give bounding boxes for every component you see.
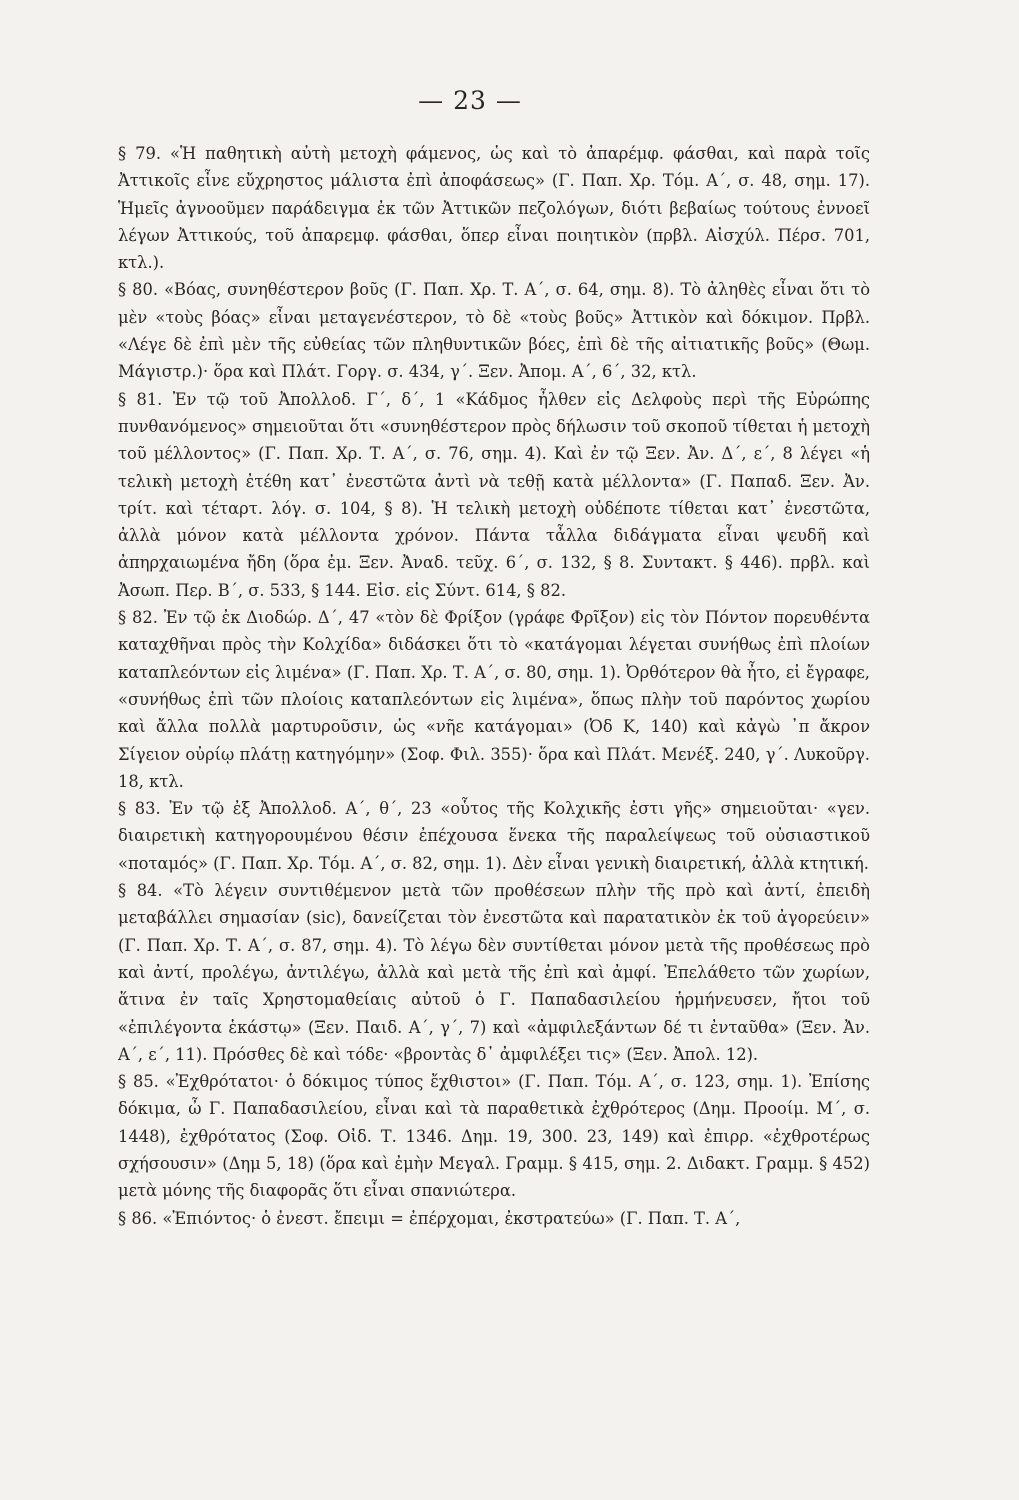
paragraph-81: § 81. Ἐν τῷ τοῦ Ἀπολλοδ. Γ΄, δ΄, 1 «Κάδμος ἦλθεν εἰς Δελφοὺς περὶ τῆς Εὐρώπης πυνθανόμενος» σημειοῦται ὅτι «συνηθέστερον πρὸς δήλωσιν τοῦ σκοποῦ τίθεται ἡ μετοχὴ τοῦ μέλλοντος» (Γ. Παπ. Χρ. Τ. Α΄, σ. 76, σημ. 4). Καὶ ἐν τῷ Ξεν. Ἀν. Δ΄, ε΄, 8 λέγει «ἡ τελικὴ μετοχὴ ἐτέθη κατ᾽ ἐνεστῶτα ἀντὶ νὰ τεθῇ κατὰ μέλλοντα» (Γ. Παπαδ. Ξεν. Ἀν. τρίτ. καὶ τέταρτ. λόγ. σ. 104, § 8). Ἡ τελικὴ μετοχὴ οὐδέποτε τίθεται κατ᾽ ἐνεστῶτα, ἀλλὰ μόνον κατὰ μέλλοντα χρόνον. Πάντα τἆλλα διδάγματα εἶναι ψευδῆ καὶ ἀπηρχαιωμένα ἤδη (ὅρα ἐμ. Ξεν. Ἀναδ. τεῦχ. 6΄, σ. 132, § 8. Συντακτ. § 446). πρβλ. καὶ Ἀσωπ. Περ. Β΄, σ. 533, § 144. Εἰσ. εἰς Σύντ. 614, § 82. bbox=[118, 389, 870, 600]
paragraph-80: § 80. «Βόας, συνηθέστερον βοῦς (Γ. Παπ. Χρ. Τ. Α΄, σ. 64, σημ. 8). Τὸ ἀληθὲς εἶναι ὅτι τὸ μὲν «τοὺς βόας» εἶναι μεταγενέστερον, τὸ δὲ «τοὺς βοῦς» Ἀττικὸν καὶ δόκιμον. Πρβλ. «Λέγε δὲ ἐπὶ μὲν τῆς εὐθείας τῶν πληθυντικῶν βόες, ἐπὶ δὲ τῆς αἰτιατικῆς βοῦς» (Θωμ. Μάγιστρ.)· ὅρα καὶ Πλάτ. Γοργ. σ. 434, γ΄. Ξεν. Ἀπομ. Α΄, 6΄, 32, κτλ. bbox=[118, 280, 870, 382]
paragraph-83: § 83. Ἐν τῷ ἐξ Ἀπολλοδ. Α΄, θ΄, 23 «οὗτος τῆς Κολχικῆς ἐστι γῆς» σημειοῦται· «γεν. διαιρετικὴ κατηγορουμένου θέσιν ἐπέχουσα ἕνεκα τῆς παραλείψεως τοῦ οὐσιαστικοῦ «ποταμός» (Γ. Παπ. Χρ. Τόμ. Α΄, σ. 82, σημ. 1). Δὲν εἶναι γενικὴ διαιρετική, ἀλλὰ κτητική. bbox=[118, 799, 870, 873]
page-number: — 23 — bbox=[418, 86, 522, 115]
body-text bbox=[118, 140, 870, 1232]
paragraph-79: § 79. «Ἡ παθητικὴ αὐτὴ μετοχὴ φάμενος, ὡς καὶ τὸ ἀπαρέμφ. φάσθαι, καὶ παρὰ τοῖς Ἀττικοῖς εἶνε εὔχρηστος μάλιστα ἐπὶ ἀποφάσεως» (Γ. Παπ. Χρ. Τόμ. Α΄, σ. 48, σημ. 17). Ἡμεῖς ἀγνοοῦμεν παράδειγμα ἐκ τῶν Ἀττικῶν πεζολόγων, διότι βεβαίως τούτους ἐννοεῖ λέγων Ἀττικούς, τοῦ ἀπαρεμφ. φάσθαι, ὅπερ εἶναι ποιητικὸν (πρβλ. Αἰσχύλ. Πέρσ. 701, κτλ.). bbox=[118, 144, 870, 273]
paragraph-82: § 82. Ἐν τῷ ἐκ Διοδώρ. Δ΄, 47 «τὸν δὲ Φρίξον (γράφε Φρῖξον) εἰς τὸν Πόντον πορευθέντα καταχθῆναι πρὸς τὴν Κολχίδα» διδάσκει ὅτι τὸ «κατάγομαι λέγεται συνήθως ἐπὶ πλοίων καταπλεόντων εἰς λιμένα» (Γ. Παπ. Χρ. Τ. Α΄, σ. 80, σημ. 1). Ὀρθότερον θὰ ἦτο, εἰ ἔγραφε, «συνήθως ἐπὶ τῶν πλοίοις καταπλεόντων εἰς λιμένα», ὅπως πλὴν τοῦ παρόντος χωρίου καὶ ἄλλα πολλὰ μαρτυροῦσιν, ὡς «νῆε κατάγομαι» (Ὀδ Κ, 140) καὶ κἀγὼ ᾽π ἄκρον Σίγειον οὐρίῳ πλάτῃ κατηγόμην» (Σοφ. Φιλ. 355)· ὅρα καὶ Πλάτ. Μενέξ. 240, γ΄. Λυκοῦργ. 18, κτλ. bbox=[118, 608, 870, 791]
paragraph-86: § 86. «Ἐπιόντος· ὁ ἐνεστ. ἔπειμι = ἐπέρχομαι, ἐκστρατεύω» (Γ. Παπ. Τ. Α΄, bbox=[118, 1208, 741, 1228]
paragraph-84: § 84. «Τὸ λέγειν συντιθέμενον μετὰ τῶν προθέσεων πλὴν τῆς πρὸ καὶ ἀντί, ἐπειδὴ μεταβάλλει σημασίαν (sic), δανείζεται τὸν ἐνεστῶτα καὶ παρατατικὸν ἐκ τοῦ ἀγορεύειν» (Γ. Παπ. Χρ. Τ. Α΄, σ. 87, σημ. 4). Τὸ λέγω δὲν συντίθεται μόνον μετὰ τῆς προθέσεως πρὸ καὶ ἀντί, προλέγω, ἀντιλέγω, ἀλλὰ καὶ μετὰ τῆς ἐπὶ καὶ ἀμφί. Ἐπελάθετο τῶν χωρίων, ἅτινα ἐν ταῖς Χρηστομαθείαις αὐτοῦ ὁ Γ. Παπαδασιλείου ἡρμήνευσεν, ἤτοι τοῦ «ἐπιλέγοντα ἑκάστῳ» (Ξεν. Παιδ. Α΄, γ΄, 7) καὶ «ἀμφιλεξάντων δέ τι ἐνταῦθα» (Ξεν. Ἀν. Α΄, ε΄, 11). Πρόσθες δὲ καὶ τόδε· «βροντὰς δ᾽ ἀμφιλέξει τις» (Ξεν. Ἀπολ. 12). bbox=[118, 881, 870, 1064]
paragraph-85: § 85. «Ἐχθρότατοι· ὁ δόκιμος τύπος ἔχθιστοι» (Γ. Παπ. Τόμ. Α΄, σ. 123, σημ. 1). Ἐπίσης δόκιμα, ὦ Γ. Παπαδασιλείου, εἶναι καὶ τὰ παραθετικὰ ἐχθρότερος (Δημ. Προοίμ. Μ΄, σ. 1448), ἐχθρότατος (Σοφ. Οἰδ. Τ. 1346. Δημ. 19, 300. 23, 149) καὶ ἐπιρρ. «ἐχθροτέρως σχήσουσιν» (Δημ 5, 18) (ὅρα καὶ ἐμὴν Μεγαλ. Γραμμ. § 415, σημ. 2. Διδακτ. Γραμμ. § 452) μετὰ μόνης τῆς διαφορᾶς ὅτι εἶναι σπανιώτερα. bbox=[118, 1072, 870, 1201]
